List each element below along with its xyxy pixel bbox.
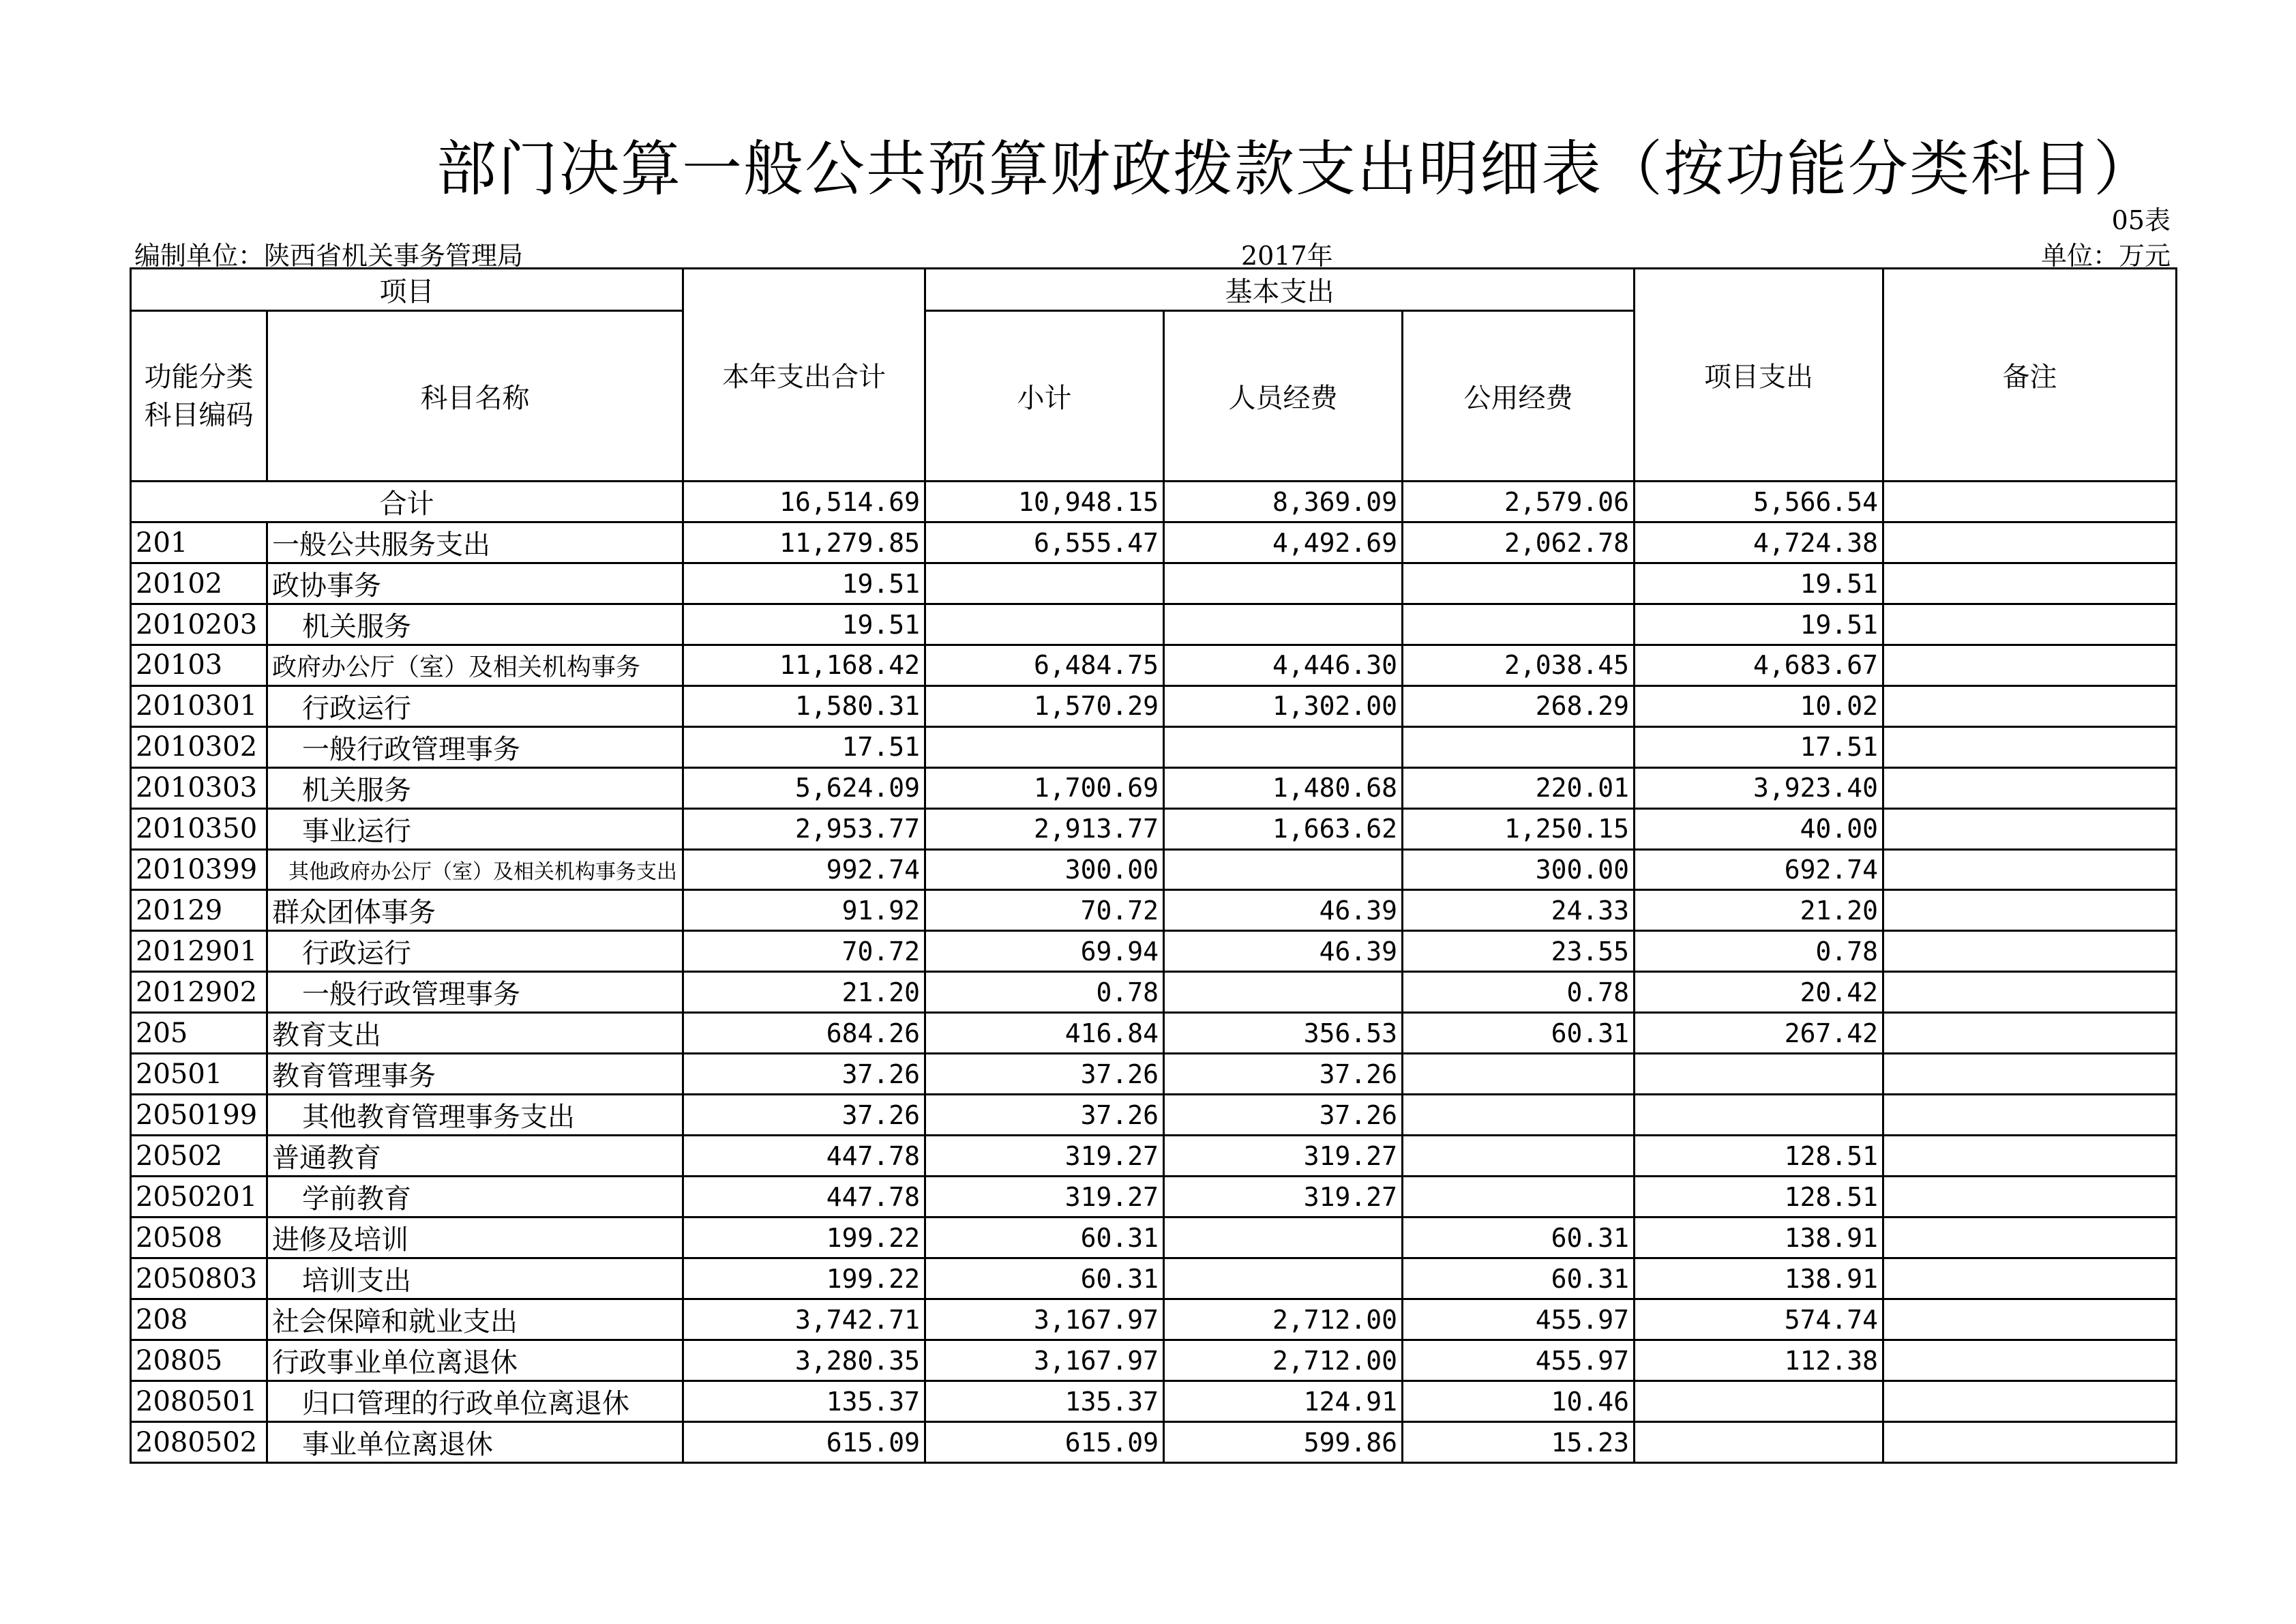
row-note [1883,1013,2177,1054]
row-note [1883,685,2177,726]
row-personnel: 4,492.69 [1164,522,1403,563]
row-name: 社会保障和就业支出 [267,1299,683,1340]
table-row [131,563,2177,604]
row-personnel: 2,712.00 [1164,1340,1403,1381]
row-total: 199.22 [683,1217,925,1258]
row-personnel: 599.86 [1164,1422,1403,1463]
row-name: 普通教育 [267,1136,683,1177]
row-subtotal: 300.00 [925,849,1164,890]
row-public: 23.55 [1403,931,1635,972]
header-public: 公用经费 [1403,311,1635,482]
row-note [1883,645,2177,686]
row-public: 300.00 [1403,849,1635,890]
header-total: 本年支出合计 [683,269,925,482]
row-public: 0.78 [1403,972,1635,1013]
row-note [1883,849,2177,890]
header-note: 备注 [1883,269,2177,482]
row-subtotal: 2,913.77 [925,808,1164,849]
row-public: 455.97 [1403,1340,1635,1381]
row-subtotal [925,563,1164,604]
table-row [131,1095,2177,1136]
row-note [1883,1136,2177,1177]
row-personnel: 46.39 [1164,931,1403,972]
row-public: 60.31 [1403,1258,1635,1299]
report-year: 2017年 [1241,241,1333,271]
table-row [131,1013,2177,1054]
row-public [1403,604,1635,645]
row-total: 11,168.42 [683,645,925,686]
row-name: 一般公共服务支出 [267,522,683,563]
row-name: 归口管理的行政单位离退休 [267,1381,683,1422]
row-public: 60.31 [1403,1217,1635,1258]
row-note [1883,1422,2177,1463]
row-project: 267.42 [1635,1013,1883,1054]
row-note [1883,1258,2177,1299]
table-row [131,1136,2177,1177]
row-project: 128.51 [1635,1177,1883,1217]
row-note [1883,522,2177,563]
row-code: 2050201 [131,1177,267,1217]
row-public [1403,1177,1635,1217]
table-row [131,685,2177,726]
row-note [1883,1217,2177,1258]
row-total: 19.51 [683,563,925,604]
row-project: 10.02 [1635,685,1883,726]
row-code: 2012902 [131,972,267,1013]
row-code: 2010302 [131,726,267,767]
row-total: 199.22 [683,1258,925,1299]
row-total: 615.09 [683,1422,925,1463]
row-public: 15.23 [1403,1422,1635,1463]
row-code: 20501 [131,1054,267,1095]
row-note [1883,1299,2177,1340]
header-personnel: 人员经费 [1164,311,1403,482]
table-row [131,522,2177,563]
row-total: 3,280.35 [683,1340,925,1381]
row-note [1883,1177,2177,1217]
row-personnel [1164,1217,1403,1258]
row-name: 事业单位离退休 [267,1422,683,1463]
total-public: 2,579.06 [1403,482,1635,522]
row-subtotal: 319.27 [925,1177,1164,1217]
row-project [1635,1381,1883,1422]
row-public: 2,038.45 [1403,645,1635,686]
row-total: 992.74 [683,849,925,890]
row-public [1403,563,1635,604]
row-code: 2010399 [131,849,267,890]
row-subtotal: 3,167.97 [925,1299,1164,1340]
row-personnel [1164,849,1403,890]
row-name: 事业运行 [267,808,683,849]
row-project [1635,1095,1883,1136]
row-project: 692.74 [1635,849,1883,890]
row-personnel: 319.27 [1164,1136,1403,1177]
row-total: 19.51 [683,604,925,645]
row-total: 447.78 [683,1177,925,1217]
row-public: 1,250.15 [1403,808,1635,849]
row-name: 进修及培训 [267,1217,683,1258]
row-project: 17.51 [1635,726,1883,767]
row-personnel [1164,1258,1403,1299]
row-code: 20129 [131,890,267,931]
table-row [131,726,2177,767]
row-total: 21.20 [683,972,925,1013]
row-total: 684.26 [683,1013,925,1054]
row-project: 138.91 [1635,1258,1883,1299]
row-code: 20502 [131,1136,267,1177]
row-project: 4,724.38 [1635,522,1883,563]
row-public: 2,062.78 [1403,522,1635,563]
row-project: 112.38 [1635,1340,1883,1381]
table-row [131,972,2177,1013]
row-code: 2010303 [131,767,267,808]
table-row [131,1422,2177,1463]
row-total: 5,624.09 [683,767,925,808]
row-code: 2012901 [131,931,267,972]
row-total: 37.26 [683,1054,925,1095]
row-total: 70.72 [683,931,925,972]
row-total: 11,279.85 [683,522,925,563]
row-subtotal: 60.31 [925,1217,1164,1258]
row-public [1403,1095,1635,1136]
table-row [131,1340,2177,1381]
row-name: 机关服务 [267,604,683,645]
currency-unit: 单位：万元 [2040,241,2171,271]
row-personnel: 319.27 [1164,1177,1403,1217]
row-code: 2010203 [131,604,267,645]
total-note [1883,482,2177,522]
row-note [1883,808,2177,849]
row-total: 91.92 [683,890,925,931]
row-personnel: 1,663.62 [1164,808,1403,849]
row-note [1883,931,2177,972]
row-code: 208 [131,1299,267,1340]
row-total: 37.26 [683,1095,925,1136]
row-code: 20805 [131,1340,267,1381]
row-note [1883,604,2177,645]
row-code: 2010350 [131,808,267,849]
row-subtotal: 70.72 [925,890,1164,931]
row-total: 135.37 [683,1381,925,1422]
row-project: 20.42 [1635,972,1883,1013]
row-code: 201 [131,522,267,563]
table-row [131,808,2177,849]
row-personnel: 37.26 [1164,1095,1403,1136]
row-note [1883,972,2177,1013]
page-title: 部门决算一般公共预算财政拨款支出明细表（按功能分类科目） [436,134,2156,204]
row-project: 128.51 [1635,1136,1883,1177]
row-public [1403,726,1635,767]
table-row [131,849,2177,890]
row-personnel: 4,446.30 [1164,645,1403,686]
row-project: 19.51 [1635,563,1883,604]
row-name: 培训支出 [267,1258,683,1299]
row-name: 政府办公厅（室）及相关机构事务 [267,645,683,686]
table-row [131,1381,2177,1422]
total-row [131,482,2177,522]
row-subtotal: 1,700.69 [925,767,1164,808]
row-project: 4,683.67 [1635,645,1883,686]
total-label: 合计 [131,482,683,522]
row-subtotal: 615.09 [925,1422,1164,1463]
table-row [131,1054,2177,1095]
row-note [1883,767,2177,808]
row-name: 学前教育 [267,1177,683,1217]
row-project: 40.00 [1635,808,1883,849]
header-project: 项目支出 [1635,269,1883,482]
header-name: 科目名称 [267,311,683,482]
header-item: 项目 [131,269,683,311]
row-code: 205 [131,1013,267,1054]
row-total: 1,580.31 [683,685,925,726]
row-personnel [1164,726,1403,767]
row-public [1403,1054,1635,1095]
row-public: 60.31 [1403,1013,1635,1054]
row-code: 2080501 [131,1381,267,1422]
row-personnel [1164,563,1403,604]
row-total: 447.78 [683,1136,925,1177]
row-code: 20508 [131,1217,267,1258]
header-subtotal: 小计 [925,311,1164,482]
row-personnel: 1,302.00 [1164,685,1403,726]
row-name: 群众团体事务 [267,890,683,931]
expenditure-table [130,267,2177,1464]
row-project [1635,1054,1883,1095]
row-note [1883,1381,2177,1422]
row-subtotal: 69.94 [925,931,1164,972]
total-amount: 16,514.69 [683,482,925,522]
table-row [131,1217,2177,1258]
header-code: 功能分类科目编码 [131,311,267,482]
row-name: 行政运行 [267,931,683,972]
row-personnel: 2,712.00 [1164,1299,1403,1340]
row-note [1883,563,2177,604]
row-public: 10.46 [1403,1381,1635,1422]
row-name: 其他教育管理事务支出 [267,1095,683,1136]
table-row [131,645,2177,686]
row-subtotal: 135.37 [925,1381,1164,1422]
row-subtotal: 1,570.29 [925,685,1164,726]
row-note [1883,1054,2177,1095]
row-name: 其他政府办公厅（室）及相关机构事务支出 [267,849,683,890]
row-name: 一般行政管理事务 [267,972,683,1013]
row-project: 3,923.40 [1635,767,1883,808]
row-public: 220.01 [1403,767,1635,808]
total-project: 5,566.54 [1635,482,1883,522]
row-code: 20102 [131,563,267,604]
row-total: 17.51 [683,726,925,767]
row-name: 行政运行 [267,685,683,726]
row-subtotal: 319.27 [925,1136,1164,1177]
row-note [1883,1095,2177,1136]
row-name: 教育支出 [267,1013,683,1054]
row-name: 教育管理事务 [267,1054,683,1095]
compiling-unit: 编制单位：陕西省机关事务管理局 [134,241,524,271]
table-row [131,767,2177,808]
row-subtotal [925,604,1164,645]
table-row [131,1299,2177,1340]
row-subtotal: 37.26 [925,1095,1164,1136]
row-personnel [1164,972,1403,1013]
row-code: 2080502 [131,1422,267,1463]
row-subtotal: 6,555.47 [925,522,1164,563]
row-subtotal: 0.78 [925,972,1164,1013]
table-row [131,1177,2177,1217]
header-basic: 基本支出 [925,269,1635,311]
row-code: 2050199 [131,1095,267,1136]
row-personnel: 124.91 [1164,1381,1403,1422]
row-code: 20103 [131,645,267,686]
row-subtotal: 416.84 [925,1013,1164,1054]
row-personnel: 46.39 [1164,890,1403,931]
row-project: 574.74 [1635,1299,1883,1340]
row-name: 政协事务 [267,563,683,604]
row-total: 3,742.71 [683,1299,925,1340]
row-subtotal: 6,484.75 [925,645,1164,686]
row-subtotal: 3,167.97 [925,1340,1164,1381]
row-note [1883,890,2177,931]
row-personnel [1164,604,1403,645]
table-row [131,931,2177,972]
row-project: 0.78 [1635,931,1883,972]
row-code: 2010301 [131,685,267,726]
row-name: 机关服务 [267,767,683,808]
row-public [1403,1136,1635,1177]
row-note [1883,726,2177,767]
row-total: 2,953.77 [683,808,925,849]
row-public: 268.29 [1403,685,1635,726]
total-personnel: 8,369.09 [1164,482,1403,522]
row-project: 19.51 [1635,604,1883,645]
row-subtotal: 60.31 [925,1258,1164,1299]
row-personnel: 1,480.68 [1164,767,1403,808]
row-name: 行政事业单位离退休 [267,1340,683,1381]
row-name: 一般行政管理事务 [267,726,683,767]
row-public: 455.97 [1403,1299,1635,1340]
row-project: 21.20 [1635,890,1883,931]
row-personnel: 37.26 [1164,1054,1403,1095]
row-public: 24.33 [1403,890,1635,931]
row-code: 2050803 [131,1258,267,1299]
row-project: 138.91 [1635,1217,1883,1258]
table-row [131,604,2177,645]
table-row [131,1258,2177,1299]
row-subtotal: 37.26 [925,1054,1164,1095]
table-row [131,890,2177,931]
total-subtotal: 10,948.15 [925,482,1164,522]
row-note [1883,1340,2177,1381]
row-project [1635,1422,1883,1463]
form-number: 05表 [2111,205,2171,235]
row-subtotal [925,726,1164,767]
row-personnel: 356.53 [1164,1013,1403,1054]
